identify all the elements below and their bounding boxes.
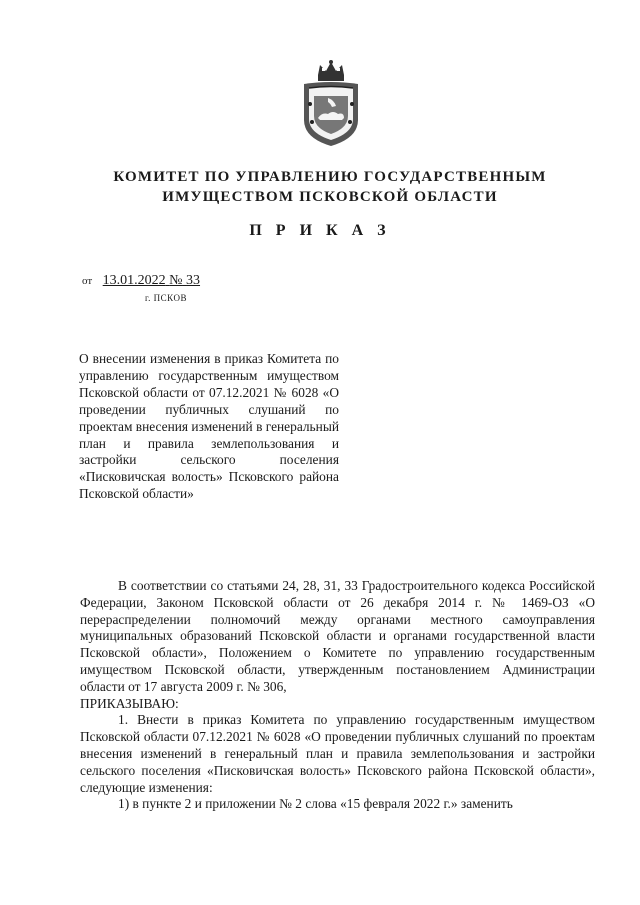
coat-of-arms-icon: [300, 60, 362, 148]
order-number-label: №: [169, 273, 183, 288]
item-1-1-paragraph: 1) в пункте 2 и приложении № 2 слова «15 февраля 2022 г.» заменить: [118, 796, 513, 812]
item-1-paragraph: 1. Внести в приказ Комитета по управлению государственным имуществом Псковской области 07.12.2021 № 6028 «О проведении публичных слушаний по проектам внесения изменений в генеральный план и правила землепользования и застройки сельского поселения «Писковичская волость» Псковского района Псковской области», следующие изменения:: [80, 712, 595, 795]
preamble-paragraph: В соответствии со статьями 24, 28, 31, 33 Градостроительного кодекса Российской Федерации, Законом Псковской области от 26 декабря 2014 г. № 1469-ОЗ «О перераспределении полномочий между органами местного самоуправления муниципальных образований Псковской области и органами государственной власти Псковской области», Положением о Комитете по управлению государственным имуществом Псковской области, утвержденным постановлением Администрации области от 17 августа 2009 г. № 306,: [80, 578, 595, 694]
organization-name: [60, 167, 600, 207]
city-label: г. ПСКОВ: [145, 293, 187, 303]
organization-name-line1: КОМИТЕТ ПО УПРАВЛЕНИЮ ГОСУДАРСТВЕННЫМ: [113, 169, 547, 185]
document-body: [80, 578, 595, 813]
order-date: 13.01.2022: [102, 273, 166, 288]
order-date-line: [82, 273, 200, 289]
document-type-title: П Р И К А З: [249, 222, 391, 239]
order-number: 33: [186, 273, 201, 288]
organization-name-line2: ИМУЩЕСТВОМ ПСКОВСКОЙ ОБЛАСТИ: [162, 189, 498, 205]
order-subject: О внесении изменения в приказ Комитета по управлению государственным имуществом Псковской области от 07.12.2021 № 6028 «О проведении публичных слушаний по проектам внесения изменений в генеральный план и правила землепользования и застройки сельского поселения «Писковичская волость» Псковского района Псковской области»: [79, 351, 339, 502]
date-prefix: от: [82, 275, 93, 287]
order-word: ПРИКАЗЫВАЮ:: [80, 695, 179, 711]
